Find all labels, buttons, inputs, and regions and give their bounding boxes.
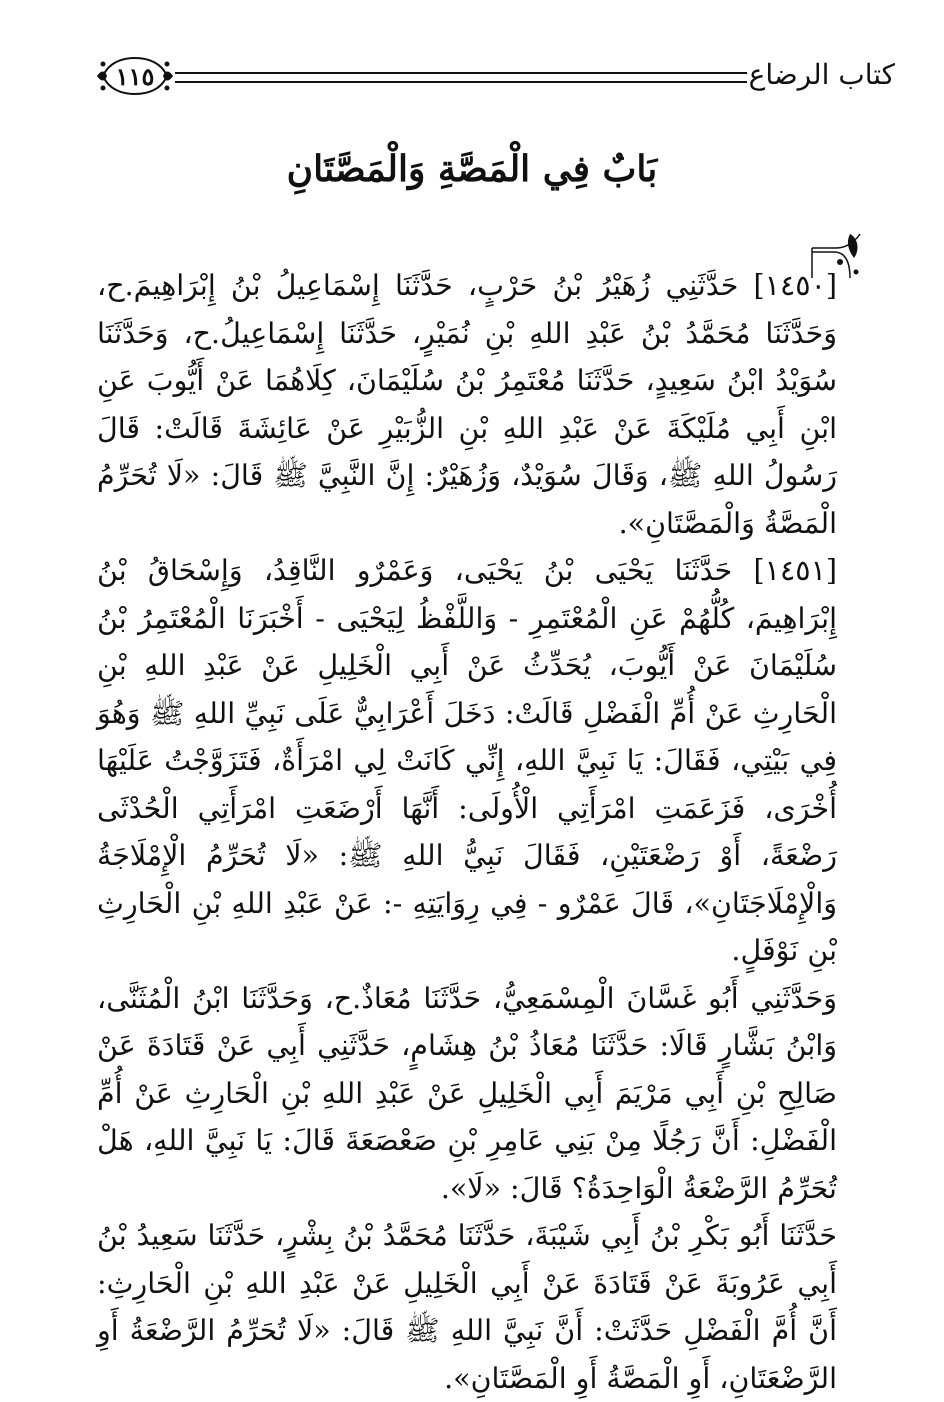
hadith-body — [97, 262, 837, 1402]
page-header — [95, 52, 895, 102]
header-rule — [175, 72, 747, 83]
hadith-paragraph: حَدَّثَنَا أَبُو بَكْرِ بْنُ أَبِي شَيْبَةَ، حَدَّثَنَا مُحَمَّدُ بْنُ بِشْرٍ، حَدَّثَنَا سَعِيدُ بْنُ أَبِي عَرُوبَةَ عَنْ قَتَادَةَ عَنْ أَبِي الْخَلِيلِ عَنْ عَبْدِ اللهِ بْنِ الْحَارِثِ: أَنَّ أُمَّ الْفَضْلِ حَدَّثَتْ: أَنَّ نَبِيَّ اللهِ ﷺ قَالَ: «لَا تُحَرِّمُ الرَّضْعَةُ أَوِ الرَّضْعَتَانِ، أَوِ الْمَصَّةُ أَوِ الْمَصَّتَانِ». — [97, 1219, 837, 1395]
chapter-title: بَابٌ فِي الْمَصَّةِ وَالْمَصَّتَانِ — [286, 148, 658, 190]
hadith-paragraph: [١٤٥٠] حَدَّثَنِي زُهَيْرُ بْنُ حَرْبٍ، حَدَّثَنَا إِسْمَاعِيلُ بْنُ إِبْرَاهِيمَ.ح، وَحَدَّثَنَا مُحَمَّدُ بْنُ عَبْدِ اللهِ بْنِ نُمَيْرٍ، حَدَّثَنَا إِسْمَاعِيلُ.ح، وَحَدَّثَنَا سُوَيْدُ ابْنُ سَعِيدٍ، حَدَّثَنَا مُعْتَمِرُ بْنُ سُلَيْمَانَ، كِلَاهُمَا عَنْ أَيُّوبَ عَنِ ابْنِ أَبِي مُلَيْكَةَ عَنْ عَبْدِ اللهِ بْنِ الزُّبَيْرِ عَنْ عَائِشَةَ قَالَتْ: قَالَ رَسُولُ اللهِ ﷺ، وَقَالَ سُوَيْدٌ، وَزُهَيْرٌ: إِنَّ النَّبِيَّ ﷺ قَالَ: «لَا تُحَرِّمُ الْمَصَّةُ وَالْمَصَّتَانِ». — [97, 269, 837, 540]
hadith-paragraph: وَحَدَّثَنِي أَبُو غَسَّانَ الْمِسْمَعِيُّ، حَدَّثَنَا مُعَاذٌ.ح، وَحَدَّثَنَا ابْنُ الْمُثَنَّى، وَابْنُ بَشَّارٍ قَالَا: حَدَّثَنَا مُعَاذُ بْنُ هِشَامٍ، حَدَّثَنِي أَبِي عَنْ قَتَادَةَ عَنْ صَالِحِ بْنِ أَبِي مَرْيَمَ أَبِي الْخَلِيلِ عَنْ عَبْدِ اللهِ بْنِ الْحَارِثِ عَنْ أُمِّ الْفَضْلِ: أَنَّ رَجُلًا مِنْ بَنِي عَامِرِ بْنِ صَعْصَعَةَ قَالَ: يَا نَبِيَّ اللهِ، هَلْ تُحَرِّمُ الرَّضْعَةُ الْوَاحِدَةُ؟ قَالَ: «لَا». — [97, 981, 837, 1205]
book-title: كتاب الرضاع — [748, 58, 895, 91]
page-number: ١١٥ — [115, 62, 155, 91]
hadith-paragraph: [١٤٥١] حَدَّثَنَا يَحْيَى بْنُ يَحْيَى، وَعَمْرٌو النَّاقِدُ، وَإِسْحَاقُ بْنُ إِبْرَاهِيمَ، كُلُّهُمْ عَنِ الْمُعْتَمِرِ - وَاللَّفْظُ لِيَحْيَى - أَخْبَرَنَا الْمُعْتَمِرُ بْنُ سُلَيْمَانَ عَنْ أَيُّوبَ، يُحَدِّثُ عَنْ أَبِي الْخَلِيلِ عَنْ عَبْدِ اللهِ بْنِ الْحَارِثِ عَنْ أُمِّ الْفَضْلِ قَالَتْ: دَخَلَ أَعْرَابِيٌّ عَلَى نَبِيِّ اللهِ ﷺ وَهُوَ فِي بَيْتِي، فَقَالَ: يَا نَبِيَّ اللهِ، إِنِّي كَانَتْ لِي امْرَأَةٌ، فَتَزَوَّجْتُ عَلَيْهَا أُخْرَى، فَزَعَمَتِ امْرَأَتِي الْأُولَى: أَنَّهَا أَرْضَعَتِ امْرَأَتِي الْحُدْثَى رَضْعَةً، أَوْ رَضْعَتَيْنِ، فَقَالَ نَبِيُّ اللهِ ﷺ: «لَا تُحَرِّمُ الْإِمْلَاجَةُ وَالْإِمْلَاجَتَانِ»، قَالَ عَمْرٌو - فِي رِوَايَتِهِ -: عَنْ عَبْدِ اللهِ بْنِ الْحَارِثِ بْنِ نَوْفَلٍ. — [97, 554, 837, 967]
page-number-badge — [95, 54, 175, 98]
